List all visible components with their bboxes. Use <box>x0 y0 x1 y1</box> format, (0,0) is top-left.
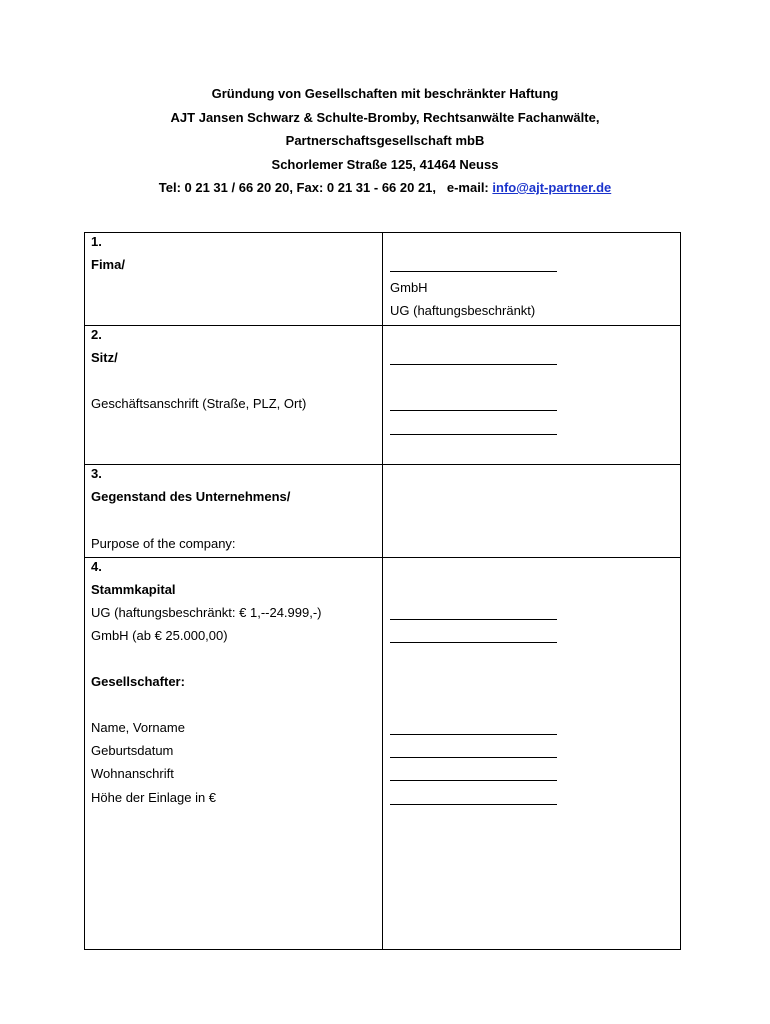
section-4-label: Stammkapital <box>91 582 176 597</box>
row-divider-2 <box>85 464 680 465</box>
header-firm-type: Partnerschaftsgesellschaft mbB <box>285 133 485 148</box>
header-title: Gründung von Gesellschaften mit beschränkter Haftung <box>211 86 559 101</box>
document-header <box>0 82 770 200</box>
address-field-2[interactable] <box>390 434 557 435</box>
contribution-label: Höhe der Einlage in € <box>91 790 217 805</box>
birthdate-field[interactable] <box>390 757 557 758</box>
section-2-number: 2. <box>91 327 102 342</box>
header-contact <box>0 176 770 200</box>
firm-name-field[interactable] <box>390 271 557 272</box>
section-3-label: Gegenstand des Unternehmens/ <box>91 489 291 504</box>
residence-field[interactable] <box>390 780 557 781</box>
registration-form-table <box>84 232 681 950</box>
gmbh-capital-field[interactable] <box>390 642 557 643</box>
row-divider-1 <box>85 325 680 326</box>
address-field-1[interactable] <box>390 410 557 411</box>
row-divider-3 <box>85 557 680 558</box>
partners-label: Gesellschafter: <box>91 674 185 689</box>
section-1-number: 1. <box>91 234 102 249</box>
contribution-field[interactable] <box>390 804 557 805</box>
header-firm-name: AJT Jansen Schwarz & Schulte-Bromby, Rechtsanwälte Fachanwälte, <box>170 109 600 125</box>
section-1-label: Fima/ <box>91 257 125 272</box>
birthdate-label: Geburtsdatum <box>91 743 174 758</box>
business-address-label: Geschäftsanschrift (Straße, PLZ, Ort) <box>91 396 307 411</box>
ug-capital-label: UG (haftungsbeschränkt: € 1,--24.999,-) <box>91 605 322 620</box>
purpose-label: Purpose of the company: <box>91 536 236 551</box>
name-field[interactable] <box>390 734 557 735</box>
option-ug: UG (haftungsbeschränkt) <box>390 303 536 318</box>
ug-capital-field[interactable] <box>390 619 557 620</box>
gmbh-capital-label: GmbH (ab € 25.000,00) <box>91 628 228 643</box>
section-3-number: 3. <box>91 466 102 481</box>
seat-field[interactable] <box>390 364 557 365</box>
option-gmbh: GmbH <box>390 280 428 295</box>
header-phone-fax: Tel: 0 21 31 / 66 20 20, Fax: 0 21 31 - 66 20 21, e-mail: <box>158 180 493 195</box>
residence-label: Wohnanschrift <box>91 766 174 781</box>
name-label: Name, Vorname <box>91 720 185 735</box>
section-2-label: Sitz/ <box>91 350 118 365</box>
column-divider <box>382 233 383 949</box>
email-link[interactable]: info@ajt-partner.de <box>492 180 612 195</box>
section-4-number: 4. <box>91 559 102 574</box>
header-address: Schorlemer Straße 125, 41464 Neuss <box>271 156 499 172</box>
